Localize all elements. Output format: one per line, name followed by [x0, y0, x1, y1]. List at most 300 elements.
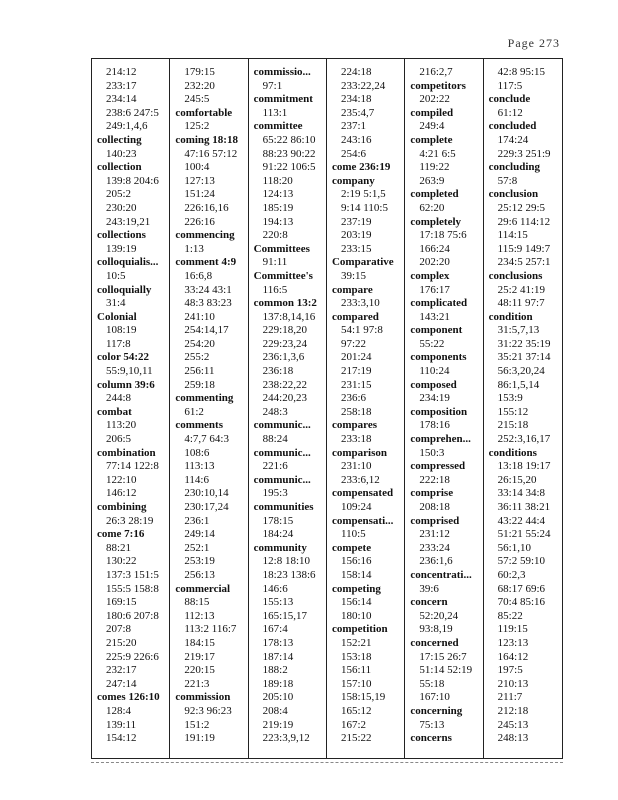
- page-line-ref: 233:6,12: [340, 473, 380, 486]
- index-term: color 54:22: [97, 351, 150, 364]
- page-line-ref: 180:10: [340, 609, 372, 622]
- index-term: Colonial: [97, 310, 137, 323]
- page-line-ref: 259:18: [184, 378, 215, 391]
- index-term: committee: [253, 120, 303, 133]
- page-line-ref: 234:19: [419, 392, 450, 405]
- index-column-4: [327, 59, 405, 758]
- page-line-ref: 184:24: [262, 528, 294, 541]
- index-term: combat: [97, 405, 132, 418]
- index-term: compared: [331, 310, 379, 323]
- page-line-ref: 230:17,24: [184, 501, 229, 513]
- page-line-ref: 139:11: [106, 718, 137, 731]
- index-term: conclusions: [488, 269, 543, 282]
- page-line-ref: 122:10: [106, 473, 137, 486]
- index-term: Committee's: [253, 269, 313, 282]
- page-line-ref: 237:1: [340, 120, 367, 133]
- page-line-ref: 127:13: [184, 174, 215, 187]
- page-line-ref: 124:13: [262, 188, 294, 201]
- page-line-ref: 77:14 122:8: [106, 460, 159, 473]
- page-line-ref: 91:11: [262, 256, 288, 269]
- index-term: completely: [410, 215, 462, 228]
- page-line-ref: 233:24: [419, 541, 450, 554]
- page-line-ref: 185:19: [262, 201, 294, 214]
- page-line-ref: 31:5,7,13: [497, 324, 540, 337]
- page-line-ref: 211:7: [497, 691, 523, 704]
- page-line-ref: 119:22: [419, 161, 450, 174]
- page-line-ref: 156:14: [340, 596, 372, 609]
- page-line-ref: 187:14: [262, 650, 294, 663]
- page-line-ref: 208:18: [419, 501, 450, 513]
- page-line-ref: 25:2 41:19: [497, 283, 546, 296]
- page-line-ref: 26:3 28:19: [106, 514, 154, 527]
- page-line-ref: 191:19: [184, 732, 215, 745]
- page-line-ref: 229:23,24: [262, 337, 307, 350]
- index-term: commission: [175, 691, 231, 704]
- page-line-ref: 108:19: [106, 324, 137, 337]
- page-line-ref: 248:3: [262, 405, 288, 418]
- page-line-ref: 167:10: [419, 691, 450, 704]
- page-line-ref: 249:14: [184, 528, 215, 541]
- page-line-ref: 128:4: [106, 704, 132, 717]
- page-line-ref: 52:20,24: [419, 609, 459, 622]
- page-line-ref: 238:6 247:5: [106, 106, 159, 119]
- page-line-ref: 113:1: [262, 106, 288, 119]
- page-line-ref: 243:19,21: [106, 215, 151, 228]
- page-line-ref: 12:8 18:10: [262, 555, 311, 568]
- index-term: common 13:2: [253, 297, 317, 310]
- index-term: completed: [410, 188, 459, 201]
- index-term: company: [331, 174, 375, 187]
- page-line-ref: 36:11 38:21: [497, 501, 551, 513]
- page-line-ref: 97:1: [262, 79, 283, 92]
- page-line-ref: 229:3 251:9: [497, 147, 551, 160]
- index-term: collecting: [97, 133, 142, 146]
- page-line-ref: 4:21 6:5: [419, 147, 456, 160]
- page-line-ref: 139:8 204:6: [106, 174, 159, 187]
- page-line-ref: 155:5 158:8: [106, 582, 159, 595]
- page-line-ref: 56:3,20,24: [497, 365, 545, 378]
- page-line-ref: 158:15,19: [340, 691, 386, 704]
- page-line-ref: 197:5: [497, 664, 523, 677]
- page-line-ref: 221:3: [184, 677, 210, 690]
- index-term: component: [410, 324, 463, 337]
- page-line-ref: 232:20: [184, 79, 215, 92]
- page-line-ref: 10:5: [106, 269, 126, 282]
- index-term: components: [410, 351, 467, 364]
- index-term: compensated: [331, 487, 394, 500]
- page-line-ref: 92:3 96:23: [184, 704, 232, 717]
- page-line-ref: 237:19: [340, 215, 372, 228]
- index-term: comes 126:10: [97, 691, 160, 704]
- page-line-ref: 61:12: [497, 106, 523, 119]
- index-column-2: [170, 59, 248, 758]
- page-line-ref: 220:15: [184, 664, 215, 677]
- index-term: compensati...: [331, 514, 394, 527]
- page-line-ref: 9:14 110:5: [340, 201, 388, 214]
- index-term: communic...: [253, 446, 311, 459]
- page-line-ref: 166:24: [419, 242, 450, 255]
- page-line-ref: 85:22: [497, 609, 523, 622]
- page-line-ref: 110:5: [340, 528, 366, 541]
- page-line-ref: 224:18: [340, 66, 372, 78]
- page-line-ref: 233:3,10: [340, 297, 380, 310]
- page-line-ref: 256:13: [184, 568, 215, 581]
- page-line-ref: 165:15,17: [262, 609, 307, 622]
- page-line-ref: 150:3: [419, 446, 445, 459]
- page-line-ref: 231:10: [340, 460, 372, 473]
- page-line-ref: 254:20: [184, 337, 215, 350]
- page-line-ref: 113:2 116:7: [184, 623, 237, 636]
- page-line-ref: 188:2: [262, 664, 288, 677]
- index-term: concluded: [488, 120, 537, 133]
- index-term: colloquialis...: [97, 256, 159, 269]
- page-line-ref: 100:4: [184, 161, 210, 174]
- page-line-ref: 230:20: [106, 201, 137, 214]
- index-term: competing: [331, 582, 381, 595]
- page-line-ref: 202:20: [419, 256, 450, 269]
- index-term: compiled: [410, 106, 454, 119]
- page-line-ref: 244:8: [106, 392, 132, 405]
- page-line-ref: 236:1,6: [419, 555, 453, 568]
- page-line-ref: 232:17: [106, 664, 137, 677]
- page-line-ref: 115:9 149:7: [497, 242, 551, 255]
- page-line-ref: 234:14: [106, 93, 137, 106]
- index-term: commenting: [175, 392, 234, 405]
- index-term: competition: [331, 623, 388, 636]
- index-term: conclusion: [488, 188, 539, 201]
- page-line-ref: 243:16: [340, 133, 372, 146]
- page-line-ref: 18:23 138:6: [262, 568, 316, 581]
- page-number: Page 273: [507, 36, 560, 50]
- page-line-ref: 57:8: [497, 174, 518, 187]
- page-line-ref: 254:6: [340, 147, 367, 160]
- page-line-ref: 220:8: [262, 229, 288, 242]
- page-line-ref: 178:13: [262, 636, 294, 649]
- page-line-ref: 113:20: [106, 419, 137, 432]
- page-line-ref: 248:13: [497, 732, 529, 745]
- page-line-ref: 202:22: [419, 93, 450, 106]
- page-line-ref: 61:2: [184, 405, 204, 418]
- page-line-ref: 195:3: [262, 487, 288, 500]
- index-term: composed: [410, 378, 457, 391]
- page-line-ref: 114:15: [497, 229, 528, 242]
- page-line-ref: 217:19: [340, 365, 372, 378]
- page-line-ref: 249:1,4,6: [106, 120, 148, 133]
- page-line-ref: 17:18 75:6: [419, 229, 467, 242]
- index-term: condition: [488, 310, 533, 323]
- page-line-ref: 1:13: [184, 242, 204, 255]
- page-line-ref: 229:18,20: [262, 324, 307, 337]
- index-term: concerned: [410, 636, 459, 649]
- page-line-ref: 2:19 5:1,5: [340, 188, 386, 201]
- word-index-table: [91, 58, 563, 759]
- index-term: combining: [97, 501, 147, 513]
- index-term: comprised: [410, 514, 460, 527]
- index-term: competitors: [410, 79, 466, 92]
- page-line-ref: 230:10,14: [184, 487, 229, 500]
- page-line-ref: 231:12: [419, 528, 450, 541]
- page-line-ref: 176:17: [419, 283, 450, 296]
- page-line-ref: 245:5: [184, 93, 210, 106]
- page-line-ref: 51:14 52:19: [419, 664, 473, 677]
- index-term: Comparative: [331, 256, 394, 269]
- page-line-ref: 140:23: [106, 147, 137, 160]
- page-line-ref: 178:16: [419, 419, 450, 432]
- page-line-ref: 223:3,9,12: [262, 732, 310, 745]
- index-term: composition: [410, 405, 468, 418]
- page-line-ref: 146:6: [262, 582, 288, 595]
- page-line-ref: 35:21 37:14: [497, 351, 551, 364]
- bottom-rule: [91, 762, 563, 763]
- page-line-ref: 256:11: [184, 365, 215, 378]
- index-term: concerns: [410, 732, 452, 745]
- page-line-ref: 55:22: [419, 337, 445, 350]
- page-line-ref: 236:18: [262, 365, 294, 378]
- page-line-ref: 253:19: [184, 555, 215, 568]
- page-line-ref: 236:1,3,6: [262, 351, 305, 364]
- page-line-ref: 205:10: [262, 691, 294, 704]
- page-line-ref: 226:16,16: [184, 201, 229, 214]
- page-line-ref: 238:22,22: [262, 378, 307, 391]
- page-line-ref: 109:24: [340, 501, 372, 513]
- page-line-ref: 55:18: [419, 677, 445, 690]
- page-line-ref: 194:13: [262, 215, 294, 228]
- page-line-ref: 110:24: [419, 365, 450, 378]
- page-line-ref: 153:9: [497, 392, 523, 405]
- page-line-ref: 212:18: [497, 704, 529, 717]
- page-line-ref: 156:11: [340, 664, 372, 677]
- page-line-ref: 241:10: [184, 310, 215, 323]
- index-term: communic...: [253, 419, 311, 432]
- page-line-ref: 33:24 43:1: [184, 283, 232, 296]
- page-line-ref: 157:10: [340, 677, 372, 690]
- index-term: collection: [97, 161, 142, 174]
- index-term: comfortable: [175, 106, 233, 119]
- index-term: column 39:6: [97, 378, 155, 391]
- page-line-ref: 215:20: [106, 636, 137, 649]
- page-line-ref: 216:2,7: [419, 66, 453, 78]
- index-term: concentrati...: [410, 568, 472, 581]
- index-term: concluding: [488, 161, 540, 174]
- page-line-ref: 164:12: [497, 650, 529, 663]
- page-line-ref: 236:1: [184, 514, 210, 527]
- page-line-ref: 254:14,17: [184, 324, 229, 337]
- index-term: commencing: [175, 229, 235, 242]
- page-line-ref: 222:18: [419, 473, 450, 486]
- index-term: come 236:19: [331, 161, 391, 174]
- page-line-ref: 252:3,16,17: [497, 433, 551, 446]
- page-line-ref: 51:21 55:24: [497, 528, 551, 541]
- page-line-ref: 233:18: [340, 433, 372, 446]
- page-line-ref: 56:1,10: [497, 541, 531, 554]
- page-line-ref: 252:1: [184, 541, 210, 554]
- page-line-ref: 258:18: [340, 405, 372, 418]
- page-line-ref: 153:18: [340, 650, 372, 663]
- index-term: compressed: [410, 460, 466, 473]
- index-term: comment 4:9: [175, 256, 237, 269]
- page-line-ref: 155:12: [497, 405, 529, 418]
- page-line-ref: 68:17 69:6: [497, 582, 546, 595]
- page-line-ref: 88:24: [262, 433, 288, 446]
- page-line-ref: 226:16: [184, 215, 215, 228]
- page-line-ref: 184:15: [184, 636, 215, 649]
- page-line-ref: 203:19: [340, 229, 372, 242]
- index-term: compares: [331, 419, 377, 432]
- page-line-ref: 233:22,24: [340, 79, 386, 92]
- page-line-ref: 143:21: [419, 310, 450, 323]
- page-line-ref: 130:22: [106, 555, 137, 568]
- index-term: complex: [410, 269, 450, 282]
- index-term: comparison: [331, 446, 387, 459]
- page-line-ref: 4:7,7 64:3: [184, 433, 229, 446]
- index-term: compete: [331, 541, 372, 554]
- index-column-6: [484, 59, 562, 758]
- page-line-ref: 139:19: [106, 242, 137, 255]
- page-line-ref: 65:22 86:10: [262, 133, 316, 146]
- index-term: comments: [175, 419, 223, 432]
- page-line-ref: 48:3 83:23: [184, 297, 232, 310]
- page-line-ref: 39:6: [419, 582, 439, 595]
- page-line-ref: 154:12: [106, 732, 137, 745]
- page-line-ref: 123:13: [497, 636, 529, 649]
- page-line-ref: 42:8 95:15: [497, 66, 546, 78]
- page-line-ref: 88:15: [184, 596, 210, 609]
- page-line-ref: 33:14 34:8: [497, 487, 546, 500]
- page-line-ref: 234:5 257:1: [497, 256, 551, 269]
- page-line-ref: 25:12 29:5: [497, 201, 546, 214]
- page-line-ref: 233:17: [106, 79, 137, 92]
- page-line-ref: 155:13: [262, 596, 294, 609]
- page-line-ref: 152:21: [340, 636, 372, 649]
- page-line-ref: 249:4: [419, 120, 445, 133]
- page-line-ref: 189:18: [262, 677, 294, 690]
- index-term: commercial: [175, 582, 231, 595]
- page-line-ref: 88:21: [106, 541, 132, 554]
- page-line-ref: 179:15: [184, 66, 215, 78]
- page-line-ref: 118:20: [262, 174, 293, 187]
- page-line-ref: 48:11 97:7: [497, 297, 545, 310]
- page-line-ref: 219:19: [262, 718, 294, 731]
- page-line-ref: 54:1 97:8: [340, 324, 383, 337]
- page-line-ref: 245:13: [497, 718, 529, 731]
- page-line-ref: 97:22: [340, 337, 367, 350]
- page-line-ref: 174:24: [497, 133, 529, 146]
- page-line-ref: 233:15: [340, 242, 372, 255]
- page-line-ref: 75:13: [419, 718, 445, 731]
- index-term: concern: [410, 596, 448, 609]
- page-line-ref: 151:24: [184, 188, 215, 201]
- page-line-ref: 13:18 19:17: [497, 460, 551, 473]
- page-line-ref: 60:2,3: [497, 568, 526, 581]
- index-term: comprehen...: [410, 433, 471, 446]
- page-line-ref: 116:5: [262, 283, 288, 296]
- page-line-ref: 108:6: [184, 446, 210, 459]
- page-line-ref: 234:18: [340, 93, 372, 106]
- page-line-ref: 206:5: [106, 433, 132, 446]
- page-line-ref: 158:14: [340, 568, 372, 581]
- page-line-ref: 214:12: [106, 66, 137, 78]
- page-line-ref: 225:9 226:6: [106, 650, 159, 663]
- page-line-ref: 31:4: [106, 297, 126, 310]
- page-line-ref: 43:22 44:4: [497, 514, 546, 527]
- index-term: conditions: [488, 446, 537, 459]
- index-column-1: [92, 59, 170, 758]
- index-term: combination: [97, 446, 156, 459]
- page-line-ref: 91:22 106:5: [262, 161, 316, 174]
- page-line-ref: 255:2: [184, 351, 210, 364]
- page-line-ref: 113:13: [184, 460, 215, 473]
- index-column-3: [249, 59, 327, 758]
- page-line-ref: 146:12: [106, 487, 137, 500]
- page-line-ref: 180:6 207:8: [106, 609, 159, 622]
- page-line-ref: 235:4,7: [340, 106, 375, 119]
- page-line-ref: 117:8: [106, 337, 131, 350]
- page-line-ref: 26:15,20: [497, 473, 537, 486]
- page-line-ref: 205:2: [106, 188, 132, 201]
- index-column-5: [405, 59, 483, 758]
- page-line-ref: 167:4: [262, 623, 288, 636]
- page-line-ref: 201:24: [340, 351, 372, 364]
- index-term: communities: [253, 501, 314, 513]
- page-line-ref: 207:8: [106, 623, 132, 636]
- index-term: come 7:16: [97, 528, 145, 541]
- page-line-ref: 215:22: [340, 732, 372, 745]
- index-term: Committees: [253, 242, 310, 255]
- page-line-ref: 70:4 85:16: [497, 596, 546, 609]
- page-line-ref: 208:4: [262, 704, 288, 717]
- index-term: colloquially: [97, 283, 152, 296]
- page-line-ref: 263:9: [419, 174, 445, 187]
- index-term: complicated: [410, 297, 468, 310]
- page-line-ref: 119:15: [497, 623, 528, 636]
- page-line-ref: 125:2: [184, 120, 210, 133]
- page-line-ref: 117:5: [497, 79, 523, 92]
- page-line-ref: 62:20: [419, 201, 445, 214]
- page-line-ref: 86:1,5,14: [497, 378, 540, 391]
- page-line-ref: 47:16 57:12: [184, 147, 238, 160]
- page-line-ref: 29:6 114:12: [497, 215, 551, 228]
- page-line-ref: 215:18: [497, 419, 529, 432]
- page-line-ref: 31:22 35:19: [497, 337, 551, 350]
- index-term: community: [253, 541, 307, 554]
- page-line-ref: 112:13: [184, 609, 215, 622]
- page-line-ref: 247:14: [106, 677, 137, 690]
- page-line-ref: 151:2: [184, 718, 210, 731]
- page-line-ref: 219:17: [184, 650, 215, 663]
- page-line-ref: 16:6,8: [184, 269, 213, 282]
- page-line-ref: 165:12: [340, 704, 372, 717]
- page-line-ref: 169:15: [106, 596, 137, 609]
- page-line-ref: 39:15: [340, 269, 367, 282]
- index-term: concerning: [410, 704, 463, 717]
- page-line-ref: 231:15: [340, 378, 372, 391]
- page-line-ref: 167:2: [340, 718, 367, 731]
- index-term: conclude: [488, 93, 531, 106]
- index-term: coming 18:18: [175, 133, 238, 146]
- page-line-ref: 244:20,23: [262, 392, 307, 405]
- page-line-ref: 57:2 59:10: [497, 555, 546, 568]
- index-term: compare: [331, 283, 373, 296]
- page-line-ref: 178:15: [262, 514, 294, 527]
- page-line-ref: 137:3 151:5: [106, 568, 159, 581]
- index-term: commitment: [253, 93, 313, 106]
- page-line-ref: 210:13: [497, 677, 529, 690]
- page-line-ref: 93:8,19: [419, 623, 453, 636]
- index-term: comprise: [410, 487, 454, 500]
- page-line-ref: 236:6: [340, 392, 367, 405]
- index-term: commissio...: [253, 66, 311, 78]
- page-line-ref: 88:23 90:22: [262, 147, 316, 160]
